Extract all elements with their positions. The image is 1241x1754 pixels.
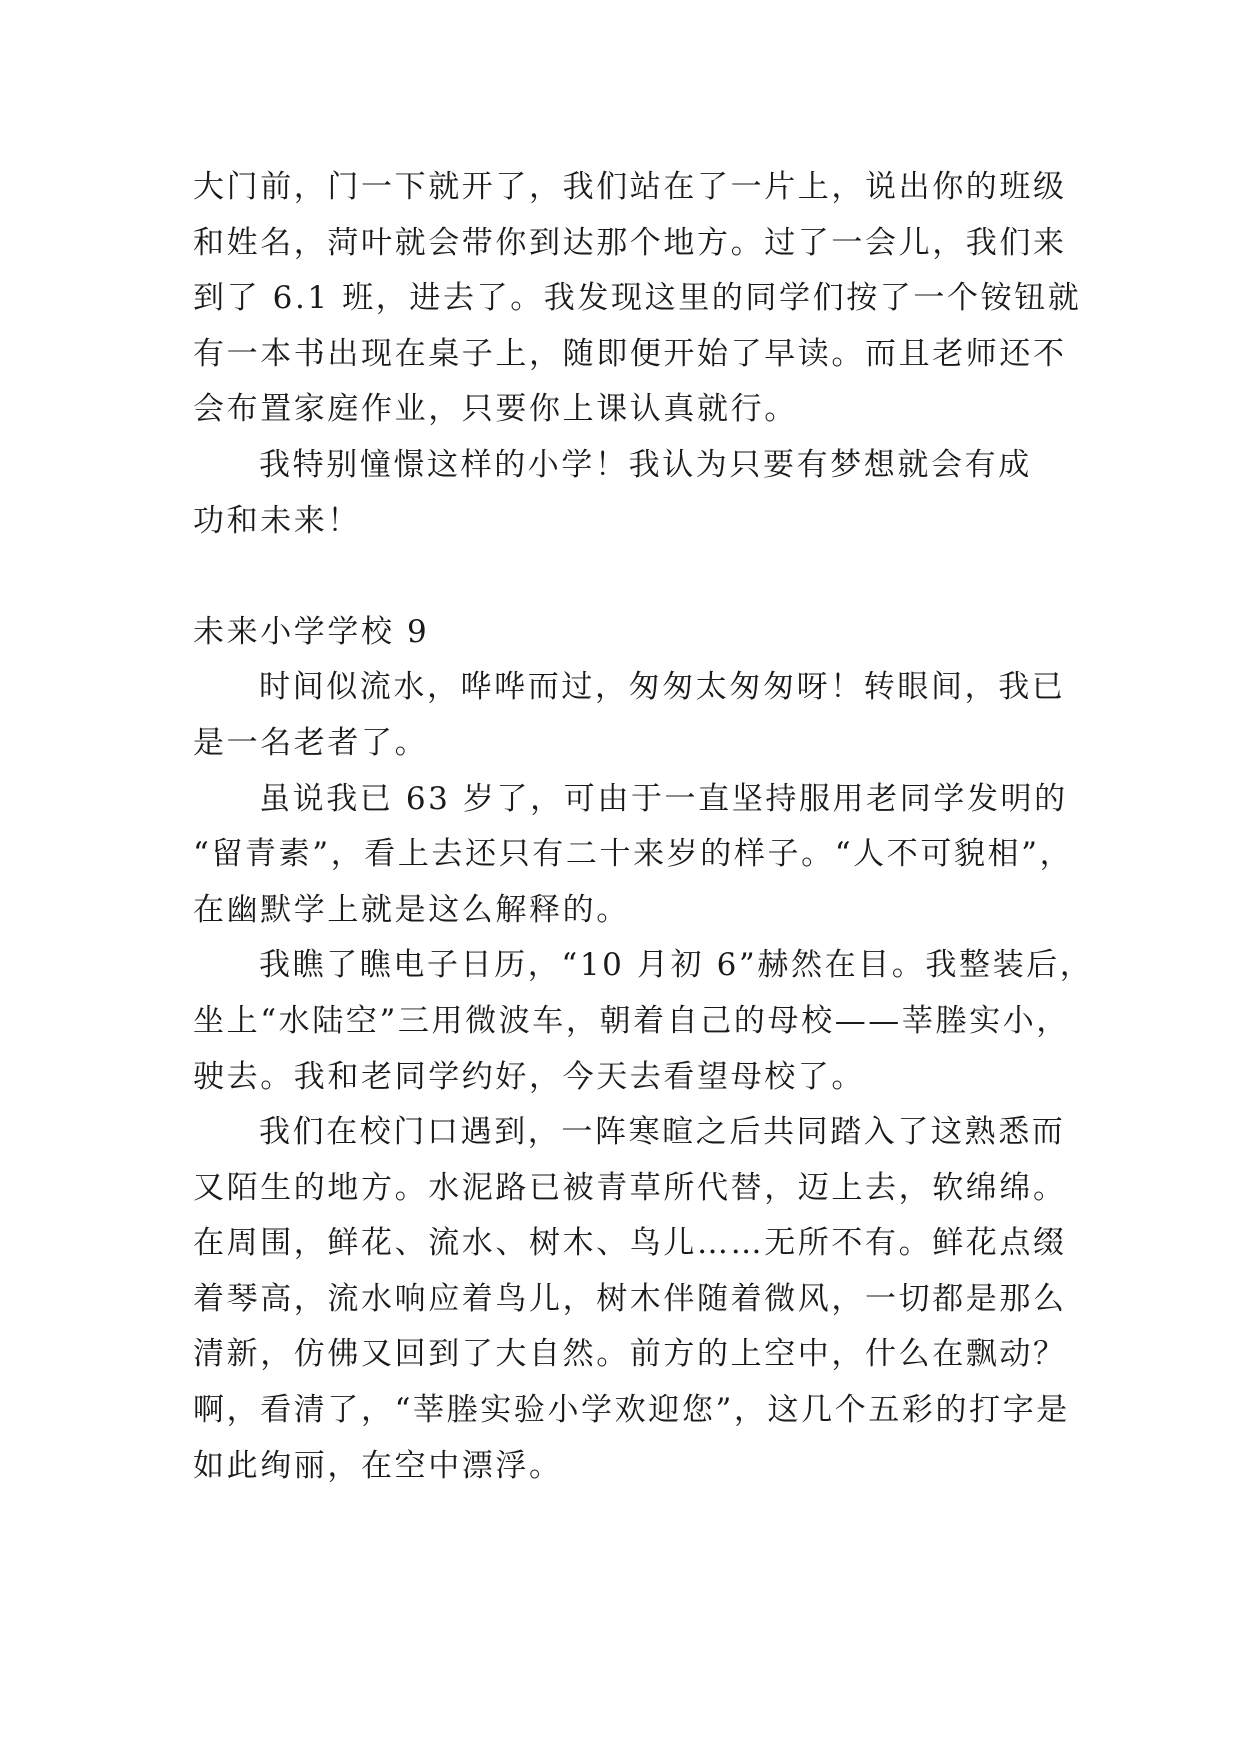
paragraph-1	[193, 660, 1066, 771]
text-line: 啊，看清了，“莘塍实验小学欢迎您”，这几个五彩的打字是	[193, 1392, 1070, 1429]
document-body	[193, 160, 1094, 1494]
text-line: 又陌生的地方。水泥路已被青草所代替，迈上去，软绵绵。	[193, 1169, 1067, 1206]
text-line: 是一名老者了。	[193, 724, 429, 761]
text-line: 在周围，鲜花、流水、树木、鸟儿……无所不有。鲜花点缀	[193, 1225, 1067, 1262]
paragraph-3	[193, 938, 1094, 1105]
text-line: 清新，仿佛又回到了大自然。前方的上空中，什么在飘动？	[193, 1336, 1067, 1373]
conclusion-paragraph	[193, 438, 1053, 549]
text-line: 虽说我已 63 岁了，可由于一直坚持服用老同学发明的	[259, 780, 1068, 817]
paragraph-2	[193, 772, 1074, 939]
text-line: 我瞧了瞧电子日历，“10 月初 6”赫然在目。我整装后，	[259, 947, 1094, 984]
text-line: 坐上“水陆空”三用微波车，朝着自己的母校——莘塍实小，	[193, 1002, 1070, 1039]
section-title: 未来小学学校 9	[193, 613, 430, 650]
paragraph-4	[193, 1105, 1070, 1494]
text-line: “留青素”，看上去还只有二十来岁的样子。“人不可貌相”，	[193, 836, 1074, 873]
text-line: 我特别憧憬这样的小学！我认为只要有梦想就会有成	[259, 446, 1032, 483]
text-line: 会布置家庭作业，只要你上课认真就行。	[193, 391, 798, 428]
text-line: 功和未来！	[193, 502, 361, 539]
text-line: 驶去。我和老同学约好，今天去看望母校了。	[193, 1058, 865, 1095]
text-line: 着琴高，流水响应着鸟儿，树木伴随着微风，一切都是那么	[193, 1280, 1067, 1317]
text-line: 有一本书出现在桌子上，随即便开始了早读。而且老师还不	[193, 335, 1067, 372]
text-line: 大门前，门一下就开了，我们站在了一片上，说出你的班级	[193, 169, 1067, 205]
section-gap	[193, 549, 1053, 605]
text-line: 时间似流水，哗哗而过，匆匆太匆匆呀！转眼间，我已	[259, 669, 1066, 706]
text-line: 如此绚丽，在空中漂浮。	[193, 1447, 563, 1484]
text-line: 和姓名，菏叶就会带你到达那个地方。过了一会儿，我们来	[193, 224, 1067, 261]
intro-paragraph	[193, 160, 1082, 438]
text-line: 到了 6.1 班，进去了。我发现这里的同学们按了一个铵钮就	[193, 280, 1082, 317]
text-line: 在幽默学上就是这么解释的。	[193, 891, 630, 928]
text-line: 我们在校门口遇到，一阵寒暄之后共同踏入了这熟悉而	[259, 1114, 1066, 1151]
